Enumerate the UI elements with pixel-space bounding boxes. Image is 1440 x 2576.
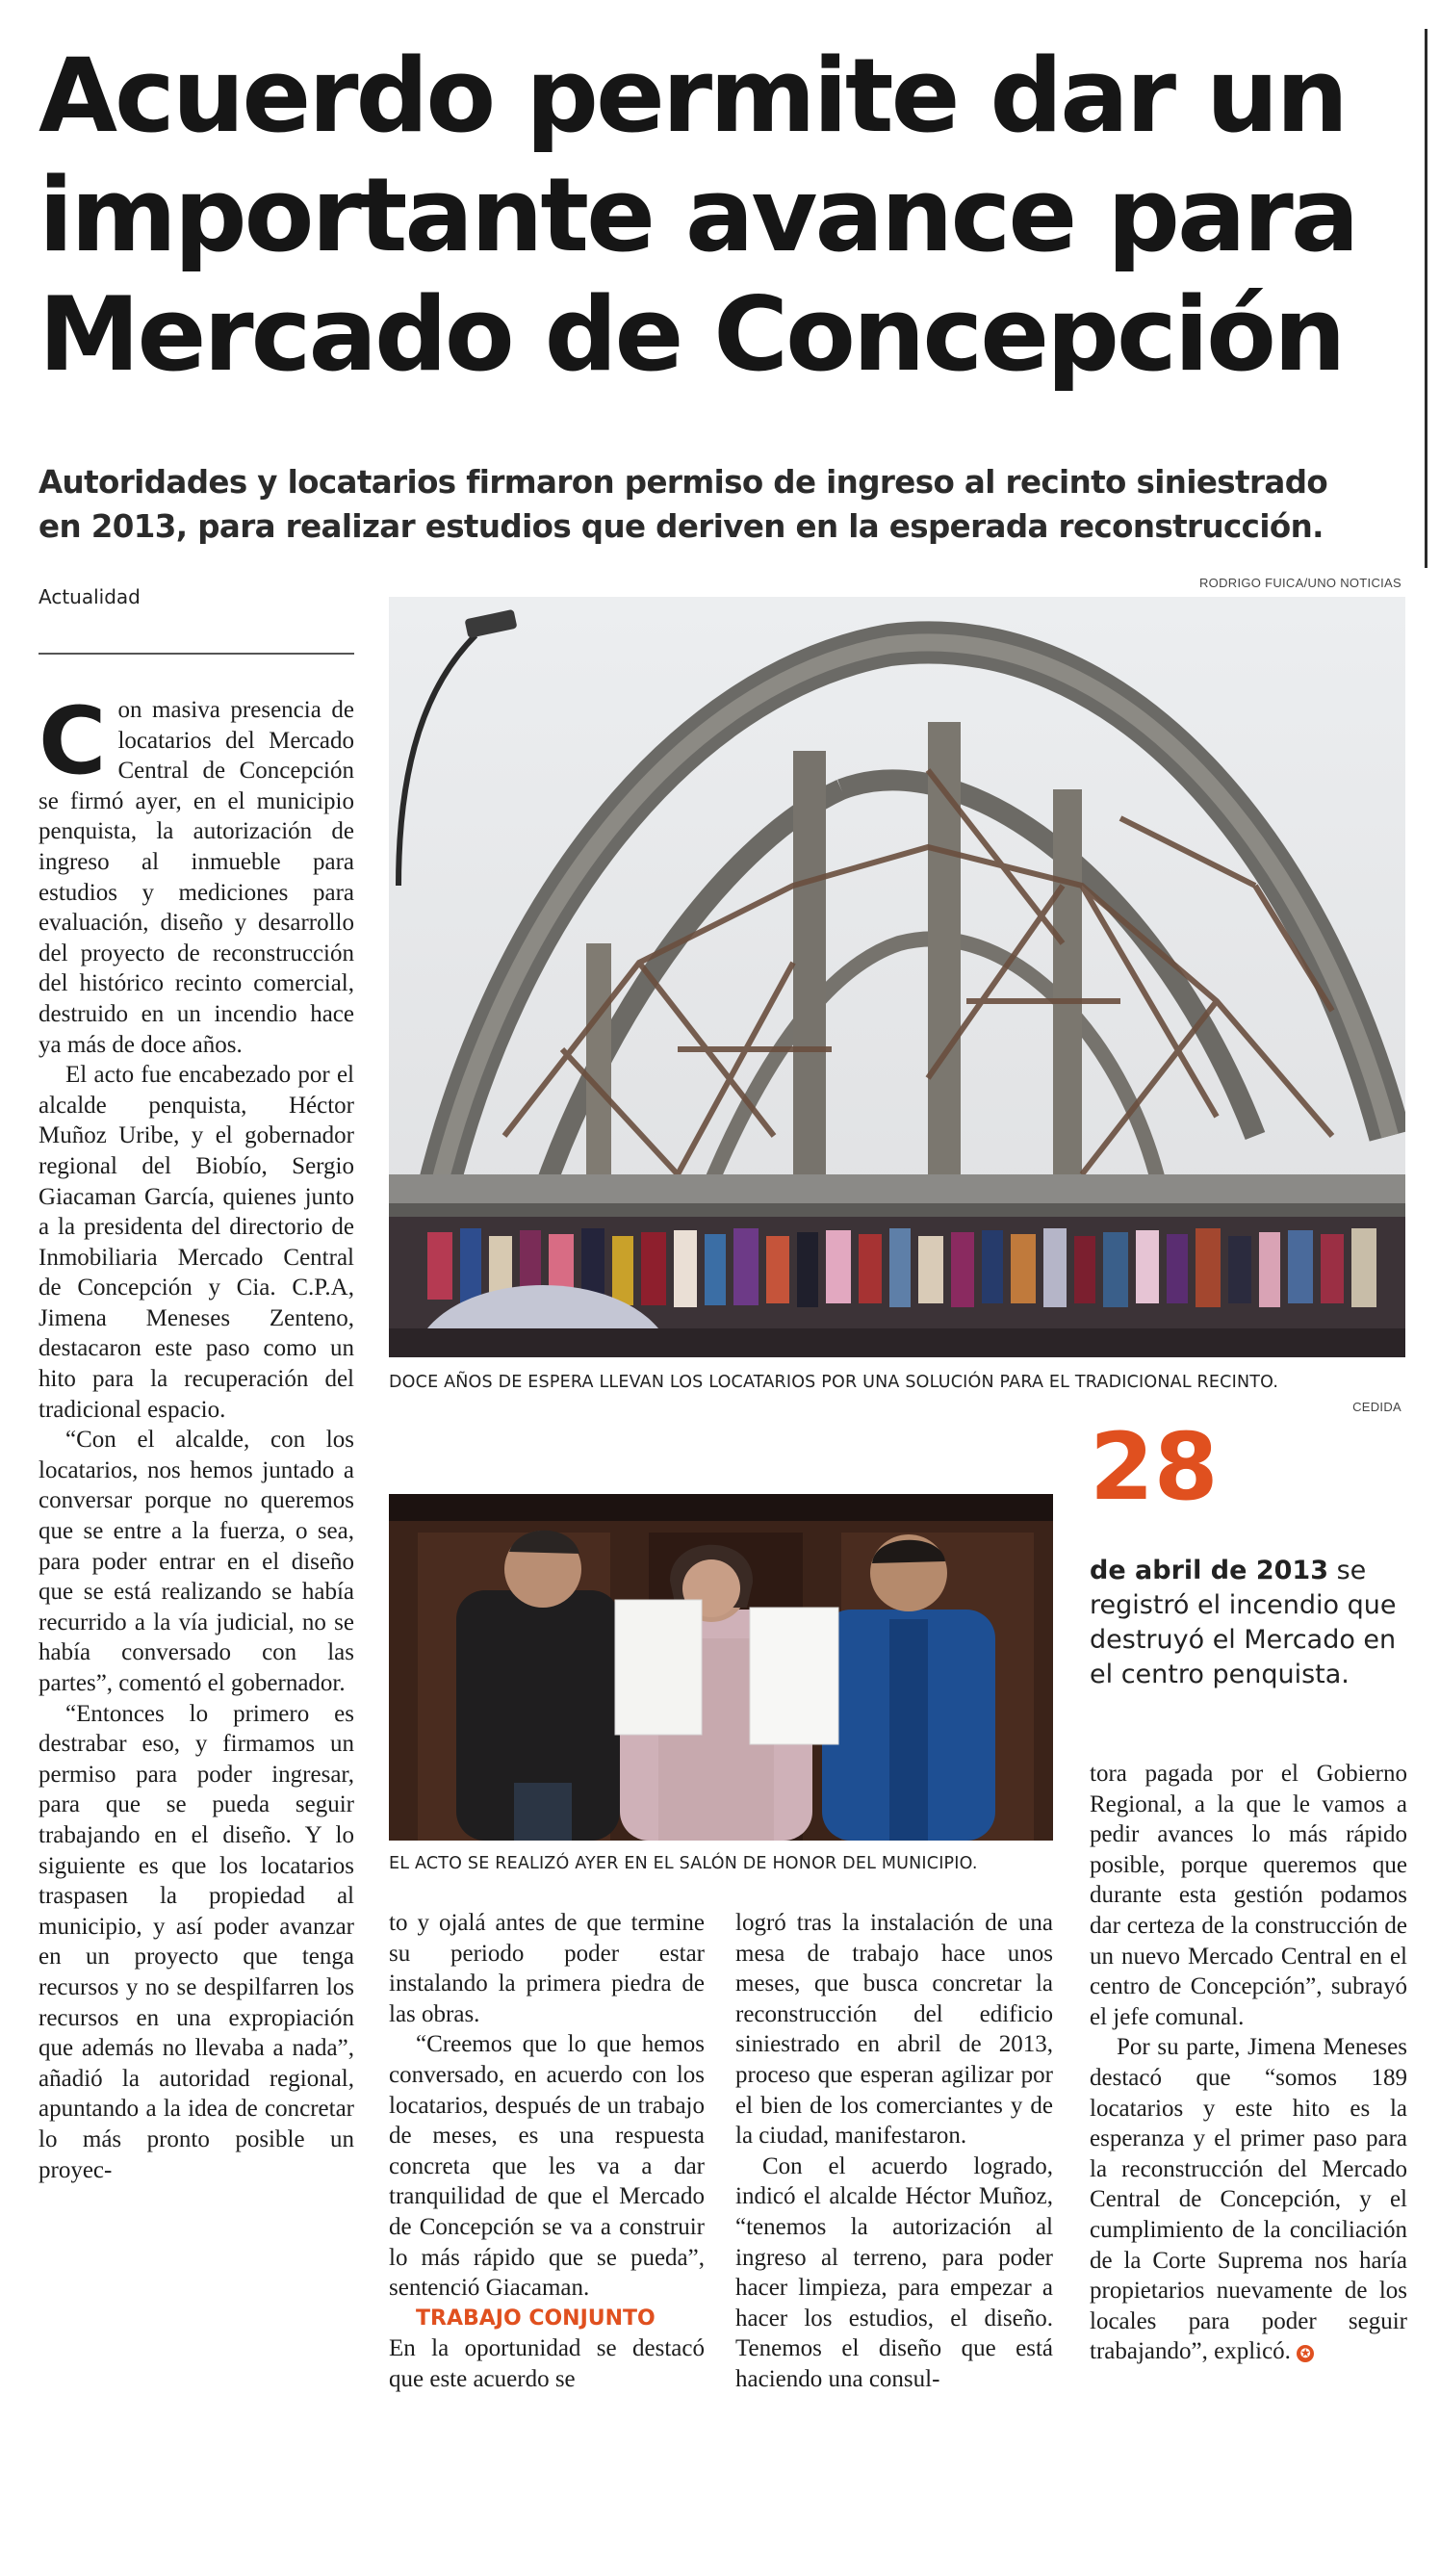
photo-credit-top: RODRIGO FUICA/UNO NOTICIAS: [1198, 576, 1401, 590]
subsection-title: TRABAJO CONJUNTO: [416, 2306, 656, 2331]
paragraph: logró tras la instalación de una mesa de trabajo hace unos meses, que busca concretar la reconstrucción del edificio siniestrado en abril de 2013, proceso que esperan agilizar por el bien de los comerciantes y de la ciudad, manifestaron.: [735, 1910, 1053, 2150]
signing-photo: [389, 1494, 1053, 1841]
paragraph: “Creemos que lo que hemos conversado, en acuerdo con los locatarios, después de un trabajo de meses, es una respuesta concreta que les va a dar tranquilidad de que el Mercado de Concepción se va a construir lo más rápido que se pueda”, sentenció Giacaman.: [389, 2031, 705, 2302]
article-column-2: [389, 1908, 705, 2395]
column-divider: [1425, 29, 1427, 568]
paragraph: En la oportunidad se destacó que este acuerdo se: [389, 2335, 705, 2392]
paragraph: [1090, 2032, 1407, 2367]
section-label: Actualidad: [39, 585, 141, 608]
article-column-1: [39, 687, 354, 2185]
photo-caption-1: DOCE AÑOS DE ESPERA LLEVAN LOS LOCATARIOS POR UNA SOLUCIÓN PARA EL TRADICIONAL RECINTO.: [389, 1373, 1279, 1392]
paragraph: “Entonces lo primero es destrabar eso, y firmamos un permiso para poder ingresar, para que se pueda seguir trabajando en el diseño. Y lo siguiente es que los locatarios traspasen la propiedad al municipio, y así poder avanzar en un proyecto que tenga recursos y no se despilfarren los recursos en una expropiación que además no llevaba a nada”, añadió la autoridad regional, apuntando a la idea de concretar lo más pronto posible un proyec-: [39, 1700, 354, 2183]
lead-paragraph-text: on masiva presencia de locatarios del Mercado Central de Concepción se firmó ayer, en el municipio penquista, la autorización de ingreso al inmueble para estudios y mediciones para evaluación, diseño y desarrollo del proyecto de reconstrucción del histórico recinto comercial, destruido en un incendio hace ya más de doce años.: [39, 697, 354, 1058]
market-arch-illustration: [389, 597, 1405, 1357]
subheadline-line-2: en 2013, para realizar estudios que deriven en la esperada reconstrucción.: [39, 508, 1324, 545]
stat-date: de abril de 2013: [1090, 1556, 1328, 1585]
stat-description: se registró el incendio que destruyó el Mercado en el centro penquista.: [1090, 1556, 1397, 1689]
headline-line-1: Acuerdo permite dar un: [39, 37, 1346, 155]
stat-number: 28: [1090, 1413, 1219, 1521]
paragraph: tora pagada por el Gobierno Regional, a la que le vamos a pedir avances lo más rápido posible, porque queremos que durante esta gestión podamos dar certeza de la construcción de un nuevo Mercado Central en el centro de Concepción”, subrayó el jefe comunal.: [1090, 1761, 1407, 2030]
signing-illustration: [389, 1494, 1053, 1841]
article-column-3: [735, 1908, 1053, 2395]
subheadline-line-1: Autoridades y locatarios firmaron permiso de ingreso al recinto siniestrado: [39, 464, 1328, 501]
paragraph: Con el acuerdo logrado, indicó el alcalde Héctor Muñoz, “tenemos la autorización al ingreso al terreno, para poder hacer limpieza, para empezar a hacer los estudios, el diseño. Tenemos el diseño que está haciendo una consul-: [735, 2152, 1053, 2392]
market-arch-photo: [389, 597, 1405, 1357]
subheadline: [39, 460, 1405, 549]
article-column-4: [1090, 1759, 1407, 2367]
headline-line-2: importante avance para: [39, 156, 1357, 274]
paragraph: to y ojalá antes de que termine su periodo poder estar instalando la primera piedra de las obras.: [389, 1910, 705, 2027]
end-mark-icon: ✪: [1297, 2345, 1314, 2362]
photo-caption-2: EL ACTO SE REALIZÓ AYER EN EL SALÓN DE HONOR DEL MUNICIPIO.: [389, 1854, 978, 1873]
lead-paragraph: [39, 687, 354, 1060]
section-rule: [39, 653, 354, 655]
closing-paragraph-text: Por su parte, Jimena Meneses destacó que “somos 189 locatarios y este hito es la esperanza y el primer paso para la reconstrucción del Mercado Central de Concepción, y el cumplimiento de la conciliación de la Corte Suprema nos haría propietarios nuevamente de los locales para poder seguir trabajando”, explicó.: [1090, 2034, 1407, 2365]
dropcap: C: [39, 687, 107, 795]
paragraph: El acto fue encabezado por el alcalde penquista, Héctor Muñoz Uribe, y el gobernador regional del Biobío, Sergio Giacaman García, quienes junto a la presidenta del directorio de Inmobiliaria Mercado Central de Concepción y Cia. C.P.A, Jimena Meneses Zenteno, destacaron este paso como un hito para la recuperación del tradicional espacio.: [39, 1062, 354, 1423]
stat-text: [1090, 1554, 1407, 1692]
photo-credit-bottom: CEDIDA: [1352, 1400, 1401, 1414]
paragraph: “Con el alcalde, con los locatarios, nos hemos juntado a conversar porque no queremos que se entre a la fuerza, o sea, para poder entrar en el diseño que se está realizando se había recurrido a la vía judicial, no se había conversado con las partes”, comentó el gobernador.: [39, 1427, 354, 1696]
headline-line-3: Mercado de Concepción: [39, 275, 1344, 394]
headline: [39, 37, 1405, 395]
